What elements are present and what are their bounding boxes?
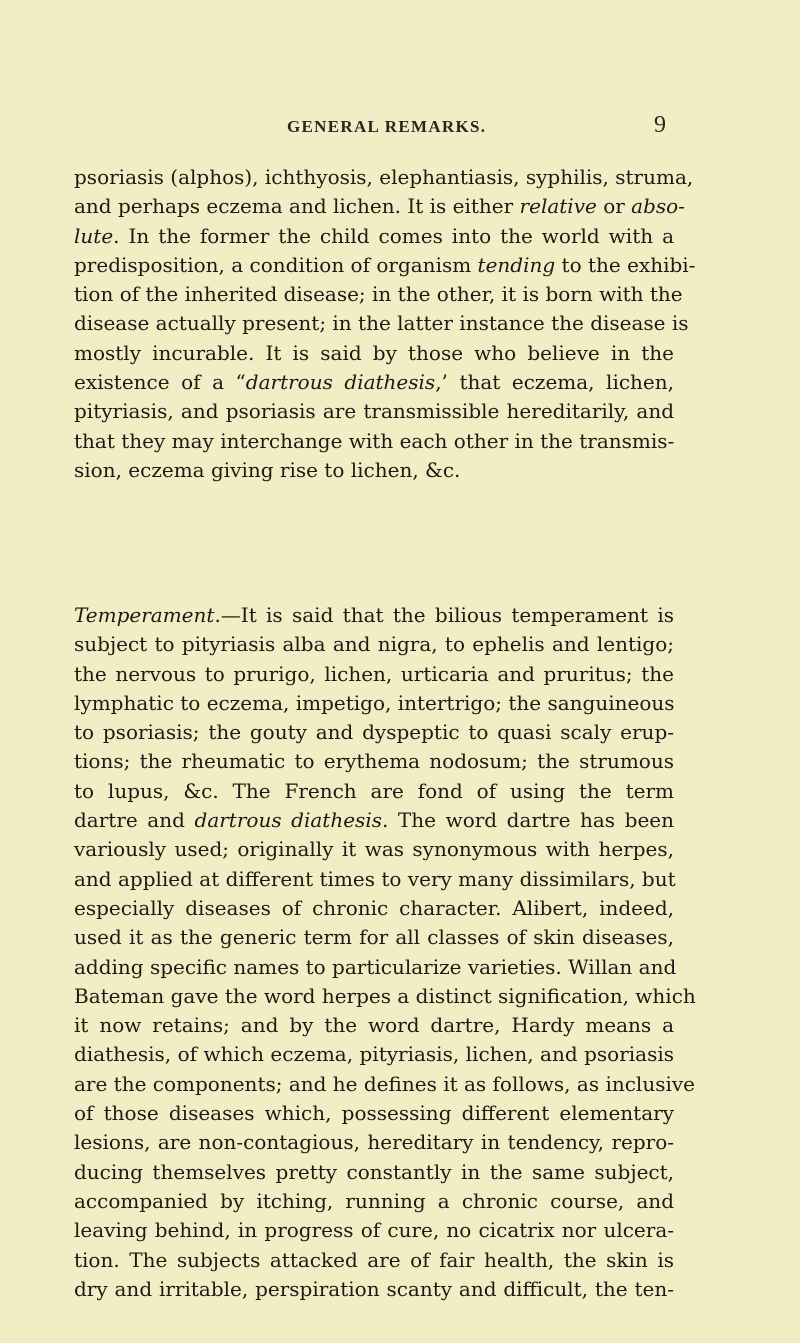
running-head: GENERAL REMARKS. <box>287 117 487 136</box>
text-line: used it as the generic term for all classes of skin diseases, <box>74 925 674 950</box>
text-line: tions; the rheumatic to erythema nodosum; the strumous <box>74 749 674 774</box>
text-line: subject to pityriasis alba and nigra, to ephelis and lentigo; <box>74 632 674 657</box>
text-line: tion of the inherited disease; in the other, it is born with the <box>74 282 683 307</box>
paragraph-temperament <box>74 601 696 1304</box>
text-line: disease actually present; in the latter instance the disease is <box>74 311 689 336</box>
text-line: are the components; and he defines it as follows, as inclusive <box>74 1071 695 1096</box>
text-line: Temperament.—It is said that the bilious temperament is <box>74 603 674 627</box>
text-line: the nervous to prurigo, lichen, urticaria and pruritus; the <box>74 661 674 686</box>
text-line: and applied at different times to very many dissimilars, but <box>74 866 676 891</box>
text-line: psoriasis (alphos), ichthyosis, elephantiasis, syphilis, struma, <box>74 165 694 189</box>
text-line: and perhaps eczema and lichen. It is either relative or abso- <box>74 194 685 219</box>
text-line: ducing themselves pretty constantly in the same subject, <box>74 1159 674 1184</box>
text-line: diathesis, of which eczema, pityriasis, lichen, and psoriasis <box>74 1042 674 1067</box>
paragraph-heredity <box>74 163 696 485</box>
text-line: leaving behind, in progress of cure, no cicatrix nor ulcera- <box>74 1218 674 1243</box>
text-line: it now retains; and by the word dartre, Hardy means a <box>74 1013 674 1038</box>
text-line: dartre and dartrous diathesis. The word dartre has been <box>74 808 675 833</box>
text-line: accompanied by itching, running a chronic course, and <box>74 1188 674 1213</box>
text-line: Bateman gave the word herpes a distinct signification, which <box>74 983 696 1008</box>
text-line: lute. In the former the child comes into the world with a <box>74 223 674 248</box>
text-line: dry and irritable, perspiration scanty and difficult, the ten- <box>74 1276 674 1301</box>
text-line: adding specific names to particularize varieties. Willan and <box>74 954 677 979</box>
text-line: of those diseases which, possessing different elementary <box>74 1101 674 1126</box>
text-line: predisposition, a condition of organism tending to the exhibi- <box>74 252 696 277</box>
text-line: especially diseases of chronic character. Alibert, indeed, <box>74 895 674 920</box>
text-line: existence of a “dartrous diathesis,’ that eczema, lichen, <box>74 370 675 395</box>
text-line: that they may interchange with each other in the transmis- <box>74 428 675 453</box>
text-line: tion. The subjects attacked are of fair health, the skin is <box>74 1247 674 1272</box>
page-number: 9 <box>654 112 666 138</box>
text-line: pityriasis, and psoriasis are transmissible hereditarily, and <box>74 399 674 424</box>
text-line: variously used; originally it was synonymous with herpes, <box>74 837 674 862</box>
text-line: sion, eczema giving rise to lichen, &c. <box>74 457 461 482</box>
text-line: lesions, are non-contagious, hereditary in tendency, repro- <box>74 1130 674 1155</box>
text-line: mostly incurable. It is said by those who believe in the <box>74 340 674 365</box>
text-line: to psoriasis; the gouty and dyspeptic to quasi scaly erup- <box>74 720 674 745</box>
text-line: to lupus, &c. The French are fond of using the term <box>74 778 674 803</box>
text-line: lymphatic to eczema, impetigo, intertrigo; the sanguineous <box>74 690 675 715</box>
